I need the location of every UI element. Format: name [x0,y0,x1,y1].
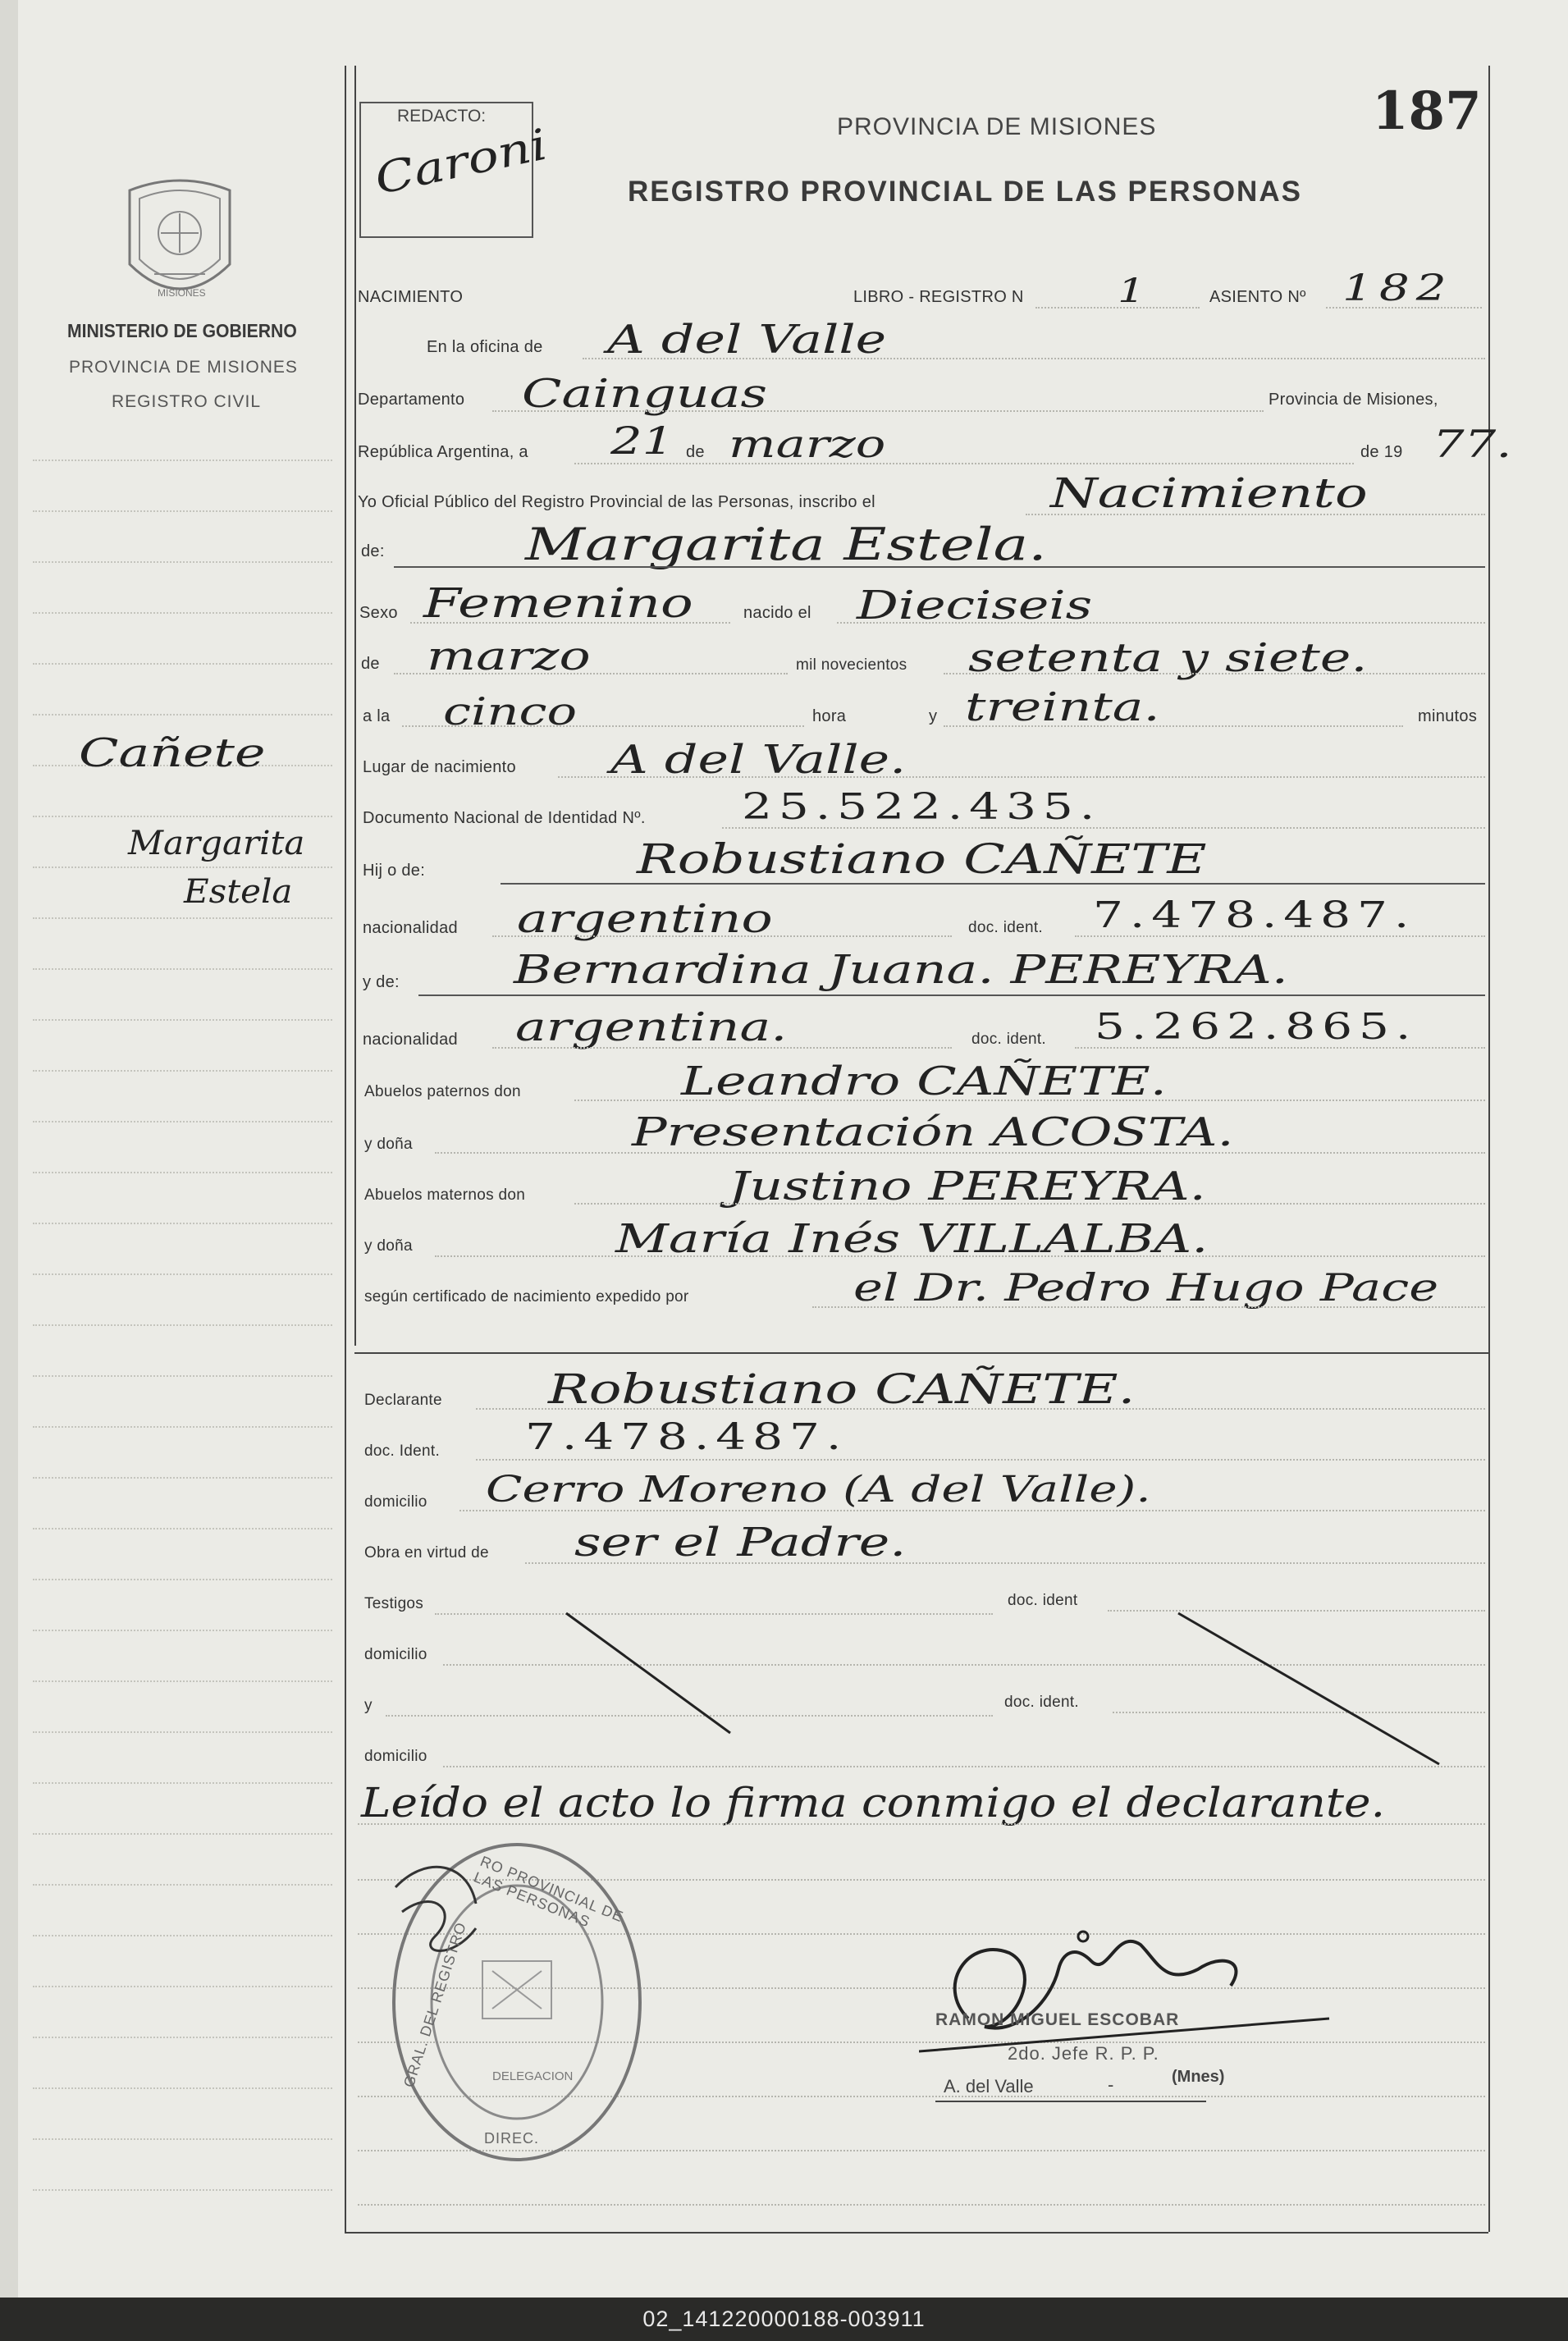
abuela-paterna-value: Presentación ACOSTA. [632,1109,1234,1155]
republica-label: República Argentina, a [358,443,528,461]
registry-title: REGISTRO PROVINCIAL DE LAS PERSONAS [628,176,1302,208]
hora-prefix-label: a la [363,707,391,725]
margin-given-2: Estela [184,873,293,911]
nac1-value: argentino [517,896,773,942]
stamp-ring-bottom: DIREC. [484,2130,540,2147]
mes-label: de [361,655,380,673]
nacido-label: nacido el [743,604,811,622]
doc2-value: 5.262.865. [1095,1006,1418,1048]
oficial-label: Yo Oficial Público del Registro Provincial de las Personas, inscribo el [358,493,875,511]
hijo-label: Hij o de: [363,862,426,880]
asiento-label: ASIENTO Nº [1209,288,1306,306]
stamp-inner-text: DELEGACION [492,2069,574,2083]
official-stamp [386,1838,648,2166]
obra-value: ser el Padre. [574,1520,907,1566]
docid-value: 7.478.487. [525,1416,848,1458]
signatory-name: RAMON MIGUEL ESCOBAR [935,2010,1180,2029]
section-label: NACIMIENTO [358,288,464,306]
fecha-de-label: de [686,443,705,461]
closing-line [358,1823,1485,1825]
nac1-label: nacionalidad [363,919,458,937]
declarante-label: Declarante [364,1392,442,1409]
stamp-ring-top: RO PROVINCIAL DE LAS PERSONAS [471,1853,626,1931]
hora-value: cinco [443,689,578,734]
image-id-text: 02_141220000188-003911 [642,2307,926,2331]
oficina-value: A del Valle [607,317,887,363]
signature-underline [935,2101,1206,2102]
abuelos-paternos-label: Abuelos paternos don [364,1083,521,1100]
abuelo-paterno-value: Leandro CAÑETE. [681,1058,1167,1104]
seal-label: MISIONES [158,287,206,299]
abuela-paterna-label: y doña [364,1136,413,1153]
redacto-label: REDACTO: [397,107,487,126]
departamento-label: Departamento [358,391,465,409]
ministry-line-1: MINISTERIO DE GOBIERNO [67,320,297,341]
fecha-dia: 21 [610,418,674,463]
oficial-value: Nacimiento [1050,469,1368,517]
minutos-label: minutos [1418,707,1478,725]
provincia-label: Provincia de Misiones, [1269,391,1438,409]
anio-value: setenta y siete. [968,635,1368,681]
y-label: y [929,707,938,725]
certificado-label: según certificado de nacimiento expedido por [364,1288,689,1305]
ministry-line-3: REGISTRO CIVIL [112,392,262,411]
stamp-ring-left: GRAL. DEL REGISTRO [400,1919,470,2090]
docid-label: doc. Ident. [364,1443,441,1460]
ministry-line-2: PROVINCIA DE MISIONES [69,358,298,377]
dni-value: 25.522.435. [742,786,1102,828]
doc-ident-1-label: doc. ident [1008,1592,1078,1609]
signatory-province: (Mnes) [1172,2068,1225,2086]
yde-label: y de: [363,973,400,991]
libro-value: 1 [1118,272,1145,310]
madre-value: Bernardina Juana. PEREYRA. [514,947,1288,993]
abuela-materna-label: y doña [364,1237,413,1255]
domicilio-label: domicilio [364,1493,427,1511]
obra-label: Obra en virtud de [364,1544,489,1561]
domicilio-2-label: domicilio [364,1646,427,1663]
mil-label: mil novecientos [796,656,907,674]
minutos-value: treinta. [965,684,1160,730]
libro-label: LIBRO - REGISTRO N [853,288,1024,306]
lugar-value: A del Valle. [610,737,907,783]
doc1-label: doc. ident. [968,919,1043,936]
doc2-label: doc. ident. [971,1031,1046,1048]
abuelos-maternos-label: Abuelos maternos don [364,1187,526,1204]
signatory-dash: - [1108,2074,1114,2095]
asiento-value: 182 [1342,267,1453,309]
mes-value: marzo [427,633,591,679]
dni-label: Documento Nacional de Identidad Nº. [363,809,646,827]
sexo-value: Femenino [423,579,693,627]
province-heading: PROVINCIA DE MISIONES [837,113,1157,140]
fecha-de19-label: de 19 [1360,443,1403,461]
margin-given-1: Margarita [128,825,305,862]
image-id-bar [0,2298,1568,2341]
nacido-value: Dieciseis [857,583,1093,629]
nombre-label: de: [361,542,385,560]
domicilio-3-label: domicilio [364,1748,427,1765]
closing-statement: Leído el acto lo firma conmigo el declarante. [361,1779,1386,1827]
padre-value: Robustiano CAÑETE [637,835,1207,883]
signatory-place: A. del Valle [944,2076,1034,2096]
lower-rule-7 [358,2204,1485,2206]
declarante-value: Robustiano CAÑETE. [548,1365,1136,1413]
domicilio-value: Cerro Moreno (A del Valle). [486,1469,1151,1511]
abuela-materna-value: María Inés VILLALBA. [615,1216,1209,1262]
nac2-label: nacionalidad [363,1031,458,1049]
testigos-label: Testigos [364,1595,424,1612]
page-number: 187 [1372,80,1482,142]
hora-label: hora [812,707,847,725]
redacto-value: Caroni [370,120,552,205]
departamento-value: Cainguas [522,371,767,417]
sexo-label: Sexo [359,604,398,622]
abuelo-materno-value: Justino PEREYRA. [729,1164,1206,1209]
fecha-mes: marzo [729,422,886,466]
margin-surname: Cañete [79,730,266,776]
fecha-anio: 77. [1433,422,1512,466]
signatory-role: 2do. Jefe R. P. P. [1008,2043,1159,2064]
certificado-value: el Dr. Pedro Hugo Pace [853,1265,1439,1310]
doc-ident-2-label: doc. ident. [1004,1694,1079,1711]
oficina-label: En la oficina de [427,338,543,356]
nac2-value: argentina. [515,1004,788,1050]
y-2-label: y [364,1697,373,1714]
doc1-value: 7.478.487. [1093,894,1416,936]
lugar-label: Lugar de nacimiento [363,758,516,776]
nombre-value: Margarita Estela. [525,519,1047,570]
